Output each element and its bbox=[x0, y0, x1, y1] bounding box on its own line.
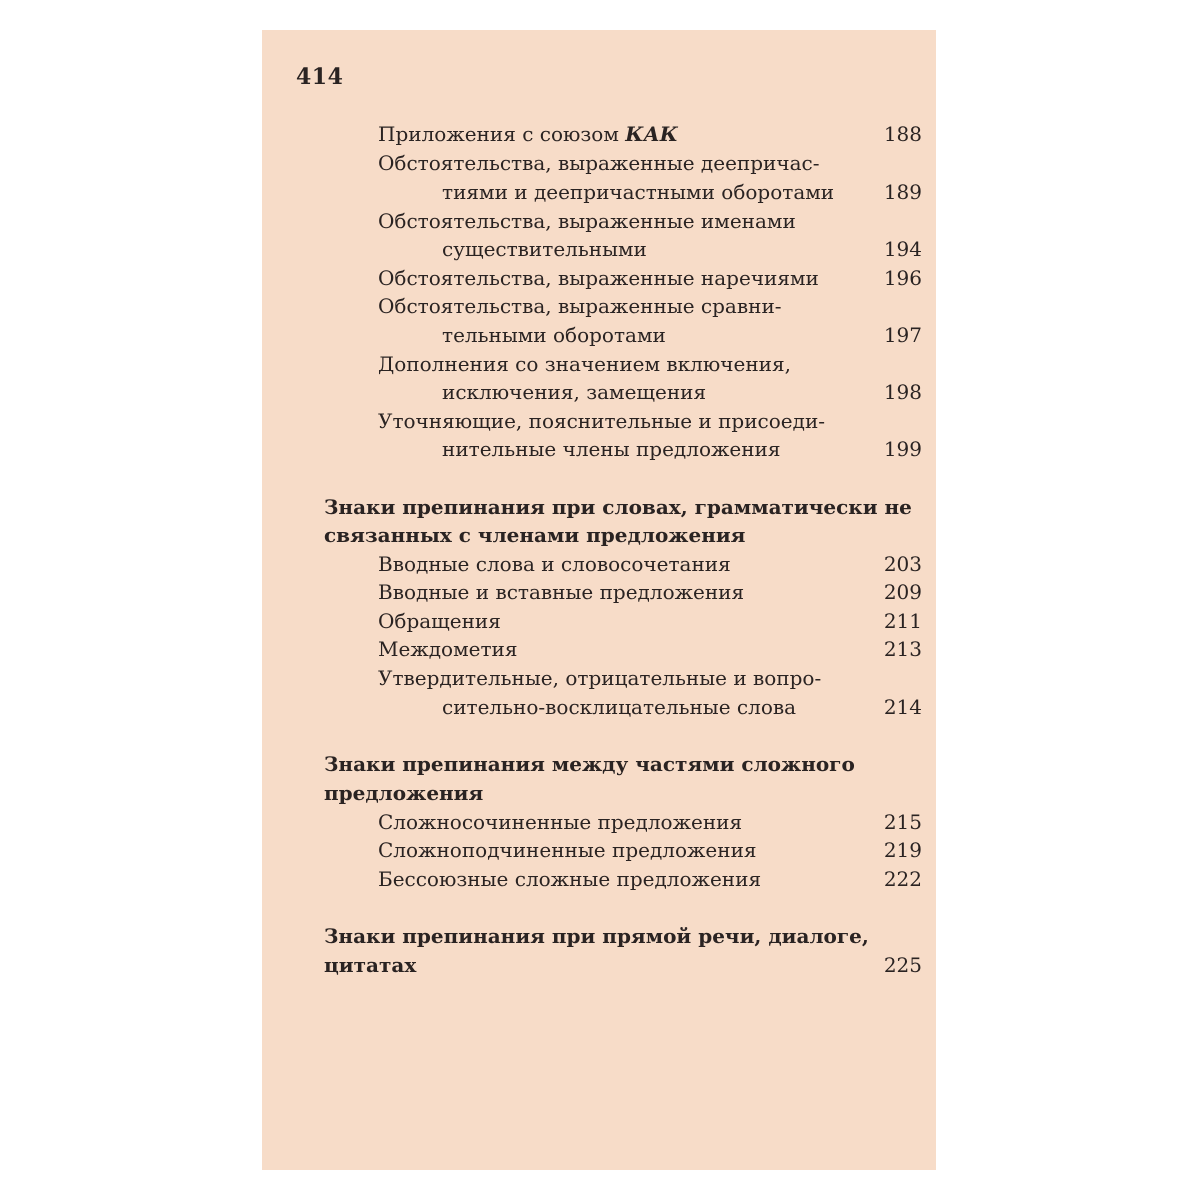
section-heading-cont: предложения bbox=[324, 781, 484, 805]
toc-entry-label: Уточняющие, пояснительные и присоеди- bbox=[378, 409, 826, 433]
toc-entry-label: Сложносочиненные предложения bbox=[378, 810, 743, 834]
toc-page-number: 213 bbox=[883, 637, 922, 661]
toc-entry-label: Обстоятельства, выраженные именами bbox=[378, 209, 796, 233]
toc-page-number: 188 bbox=[883, 122, 922, 146]
toc-page-number: 203 bbox=[883, 552, 922, 576]
toc-page-number: 194 bbox=[883, 237, 922, 261]
toc-page-number: 197 bbox=[883, 323, 922, 347]
toc-page-number: 214 bbox=[883, 695, 922, 719]
toc-page-number: 211 bbox=[883, 609, 922, 633]
toc-entry-label-cont: исключения, замещения bbox=[442, 380, 707, 404]
section-heading: Знаки препинания между частями сложного bbox=[324, 752, 855, 776]
toc-entry-label-cont: тельными оборотами bbox=[442, 323, 666, 347]
toc-entry-label-cont: сительно-восклицательные слова bbox=[442, 695, 797, 719]
toc-entry-label: Сложноподчиненные предложения bbox=[378, 838, 757, 862]
book-page bbox=[262, 30, 936, 1170]
toc-entry-label: Обстоятельства, выраженные сравни- bbox=[378, 294, 782, 318]
toc-page-number: 215 bbox=[883, 810, 922, 834]
emphasis-word: КАК bbox=[625, 122, 678, 146]
toc-entry-label: Вводные слова и словосочетания bbox=[378, 552, 731, 576]
toc-entry-label-cont: тиями и деепричастными оборотами bbox=[442, 180, 835, 204]
toc-entry-label: Утвердительные, отрицательные и вопро- bbox=[378, 666, 822, 690]
section-heading-cont: цитатах bbox=[324, 953, 417, 977]
section-heading: Знаки препинания при прямой речи, диалоге, bbox=[324, 924, 869, 948]
toc-page-number: 196 bbox=[883, 266, 922, 290]
page-number: 414 bbox=[296, 64, 344, 90]
toc-entry-label: Дополнения со значением включения, bbox=[378, 352, 791, 376]
toc-entry-label: Вводные и вставные предложения bbox=[378, 580, 745, 604]
toc-entry-label-cont: существительными bbox=[442, 237, 647, 261]
section-heading: Знаки препинания при словах, грамматически не bbox=[324, 495, 912, 519]
toc-entry-label: Приложения с союзом КАК bbox=[378, 122, 678, 146]
toc-entry-label: Обстоятельства, выраженные деепричас- bbox=[378, 151, 820, 175]
toc-entry-label: Обстоятельства, выраженные наречиями bbox=[378, 266, 819, 290]
toc-page-number: 209 bbox=[883, 580, 922, 604]
toc-entry-label: Бессоюзные сложные предложения bbox=[378, 867, 762, 891]
toc-entry-label-cont: нительные члены предложения bbox=[442, 437, 781, 461]
toc-page-number: 199 bbox=[883, 437, 922, 461]
toc-page-number: 222 bbox=[883, 867, 922, 891]
toc-entry-label: Междометия bbox=[378, 637, 518, 661]
section-heading-cont: связанных с членами предложения bbox=[324, 523, 746, 547]
toc-entry-label: Обращения bbox=[378, 609, 501, 633]
toc-page-number: 189 bbox=[883, 180, 922, 204]
toc-page-number: 219 bbox=[883, 838, 922, 862]
toc-page-number: 198 bbox=[883, 380, 922, 404]
toc-page-number: 225 bbox=[883, 953, 922, 977]
